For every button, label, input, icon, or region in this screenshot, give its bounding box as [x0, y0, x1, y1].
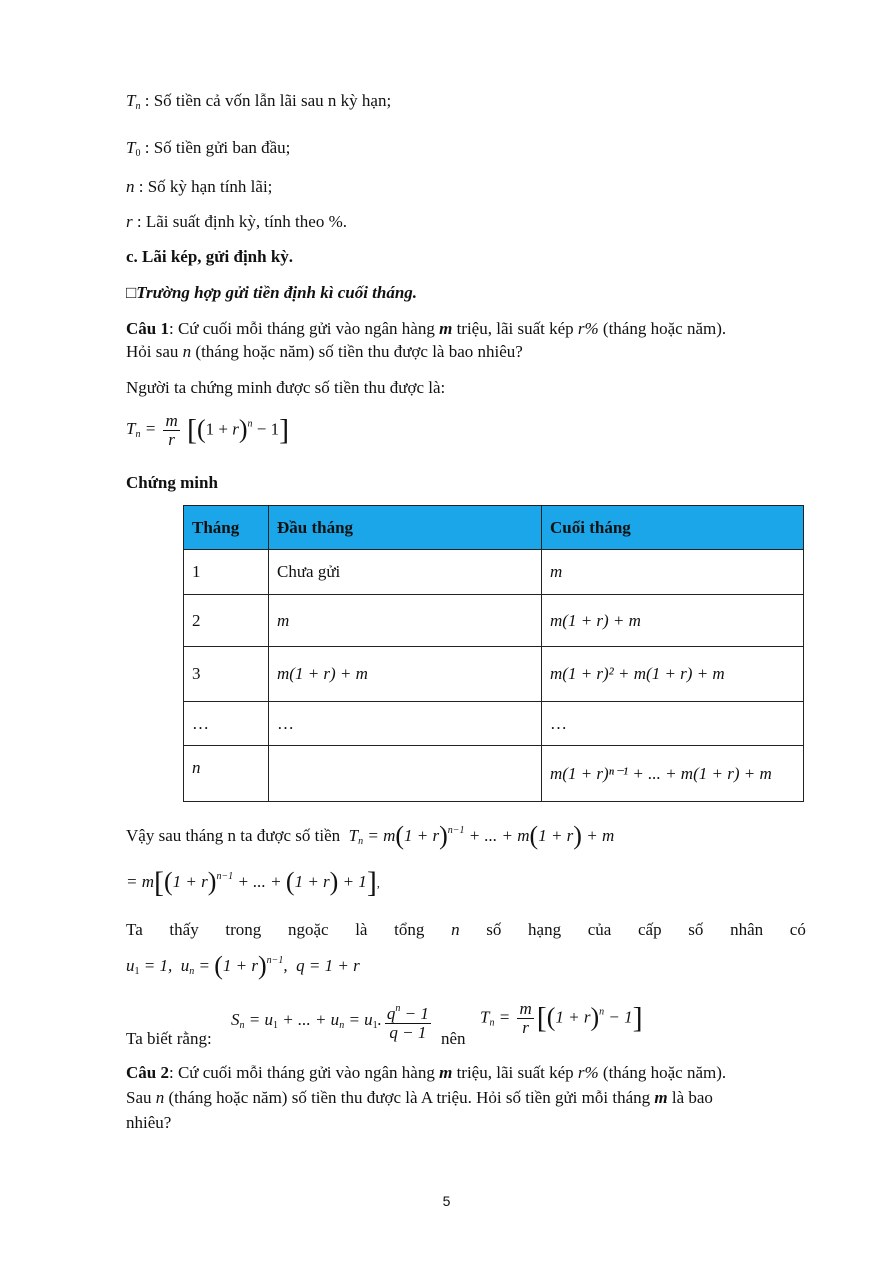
cell: m(1 + r) + m: [542, 595, 804, 647]
def-t0: $T_0$ : Số tiền gửi ban đầu;: [126, 138, 291, 159]
after-table-line: Vậy sau tháng n ta được số tiền $T_n = m(1 + r)^{n-1}$ + ... + m(1 + r) + m: [126, 821, 615, 850]
q2-line3: nhiêu?: [126, 1113, 172, 1132]
cell: n: [184, 746, 269, 802]
cell: …: [269, 702, 542, 746]
cell: m(1 + r)ⁿ⁻¹ + ... + m(1 + r) + m: [542, 746, 804, 802]
cell: 3: [184, 647, 269, 702]
q2-line2: Sau n (tháng hoặc năm) số tiền thu được là A triệu. Hỏi số tiền gửi mỗi tháng m là bao: [126, 1088, 713, 1107]
table-row: [184, 647, 804, 702]
table-row: [184, 702, 804, 746]
q1-line1: Câu 1: Cứ cuối mỗi tháng gửi vào ngân hàng m triệu, lãi suất kép r% (tháng hoặc năm).: [126, 319, 727, 338]
proof-intro: Người ta chứng minh được số tiền thu được là:: [126, 378, 446, 397]
col-end: Cuối tháng: [542, 506, 804, 550]
def-n: n : Số kỳ hạn tính lãi;: [126, 177, 273, 196]
cell: …: [184, 702, 269, 746]
cell: m(1 + r)² + m(1 + r) + m: [542, 647, 804, 702]
q1-line2: Hỏi sau n (tháng hoặc năm) số tiền thu được là bao nhiêu?: [126, 342, 523, 361]
sequence-params: $u_1 = 1$, $u_n = (1 + r)^{n-1}$, q = 1 + r: [126, 951, 360, 980]
def-tn: $T_n$ : Số tiền cả vốn lẫn lãi sau n kỳ hạn;: [126, 91, 392, 112]
section-heading: c. Lãi kép, gửi định kỳ.: [126, 247, 294, 266]
observe-line: Ta thấy trong ngoặc là tổng n số hạng của cấp số nhân có: [126, 920, 806, 939]
cell: m: [269, 595, 542, 647]
sum-expansion: = $m[(1 + r)^{n-1}$ + ... + (1 + r) + 1],: [126, 866, 380, 899]
def-r: r : Lãi suất định kỳ, tính theo %.: [126, 212, 347, 231]
table-row: [184, 550, 804, 595]
cell: 1: [184, 550, 269, 595]
proof-heading: Chứng minh: [126, 473, 218, 492]
cell: …: [542, 702, 804, 746]
cell: m: [542, 550, 804, 595]
cell: 2: [184, 595, 269, 647]
table-row: [184, 595, 804, 647]
table-header-row: [184, 506, 804, 550]
table-row: [184, 746, 804, 802]
q2-line1: Câu 2: Cứ cuối mỗi tháng gửi vào ngân hàng m triệu, lãi suất kép r% (tháng hoặc năm).: [126, 1063, 727, 1082]
bullet-icon: □: [126, 283, 137, 302]
col-start: Đầu tháng: [269, 506, 542, 550]
cell: Chưa gửi: [269, 550, 542, 595]
case-heading: □Trường hợp gửi tiền định kì cuối tháng.: [126, 283, 418, 302]
cell: [269, 746, 542, 802]
page-number: 5: [442, 1193, 451, 1209]
col-month: Tháng: [184, 506, 269, 550]
cell: m(1 + r) + m: [269, 647, 542, 702]
deposit-table: [183, 505, 804, 802]
formula-tn: $T_n$ = $\frac{m}{r}$ $[(1 + r)^n - 1]$: [126, 411, 290, 449]
